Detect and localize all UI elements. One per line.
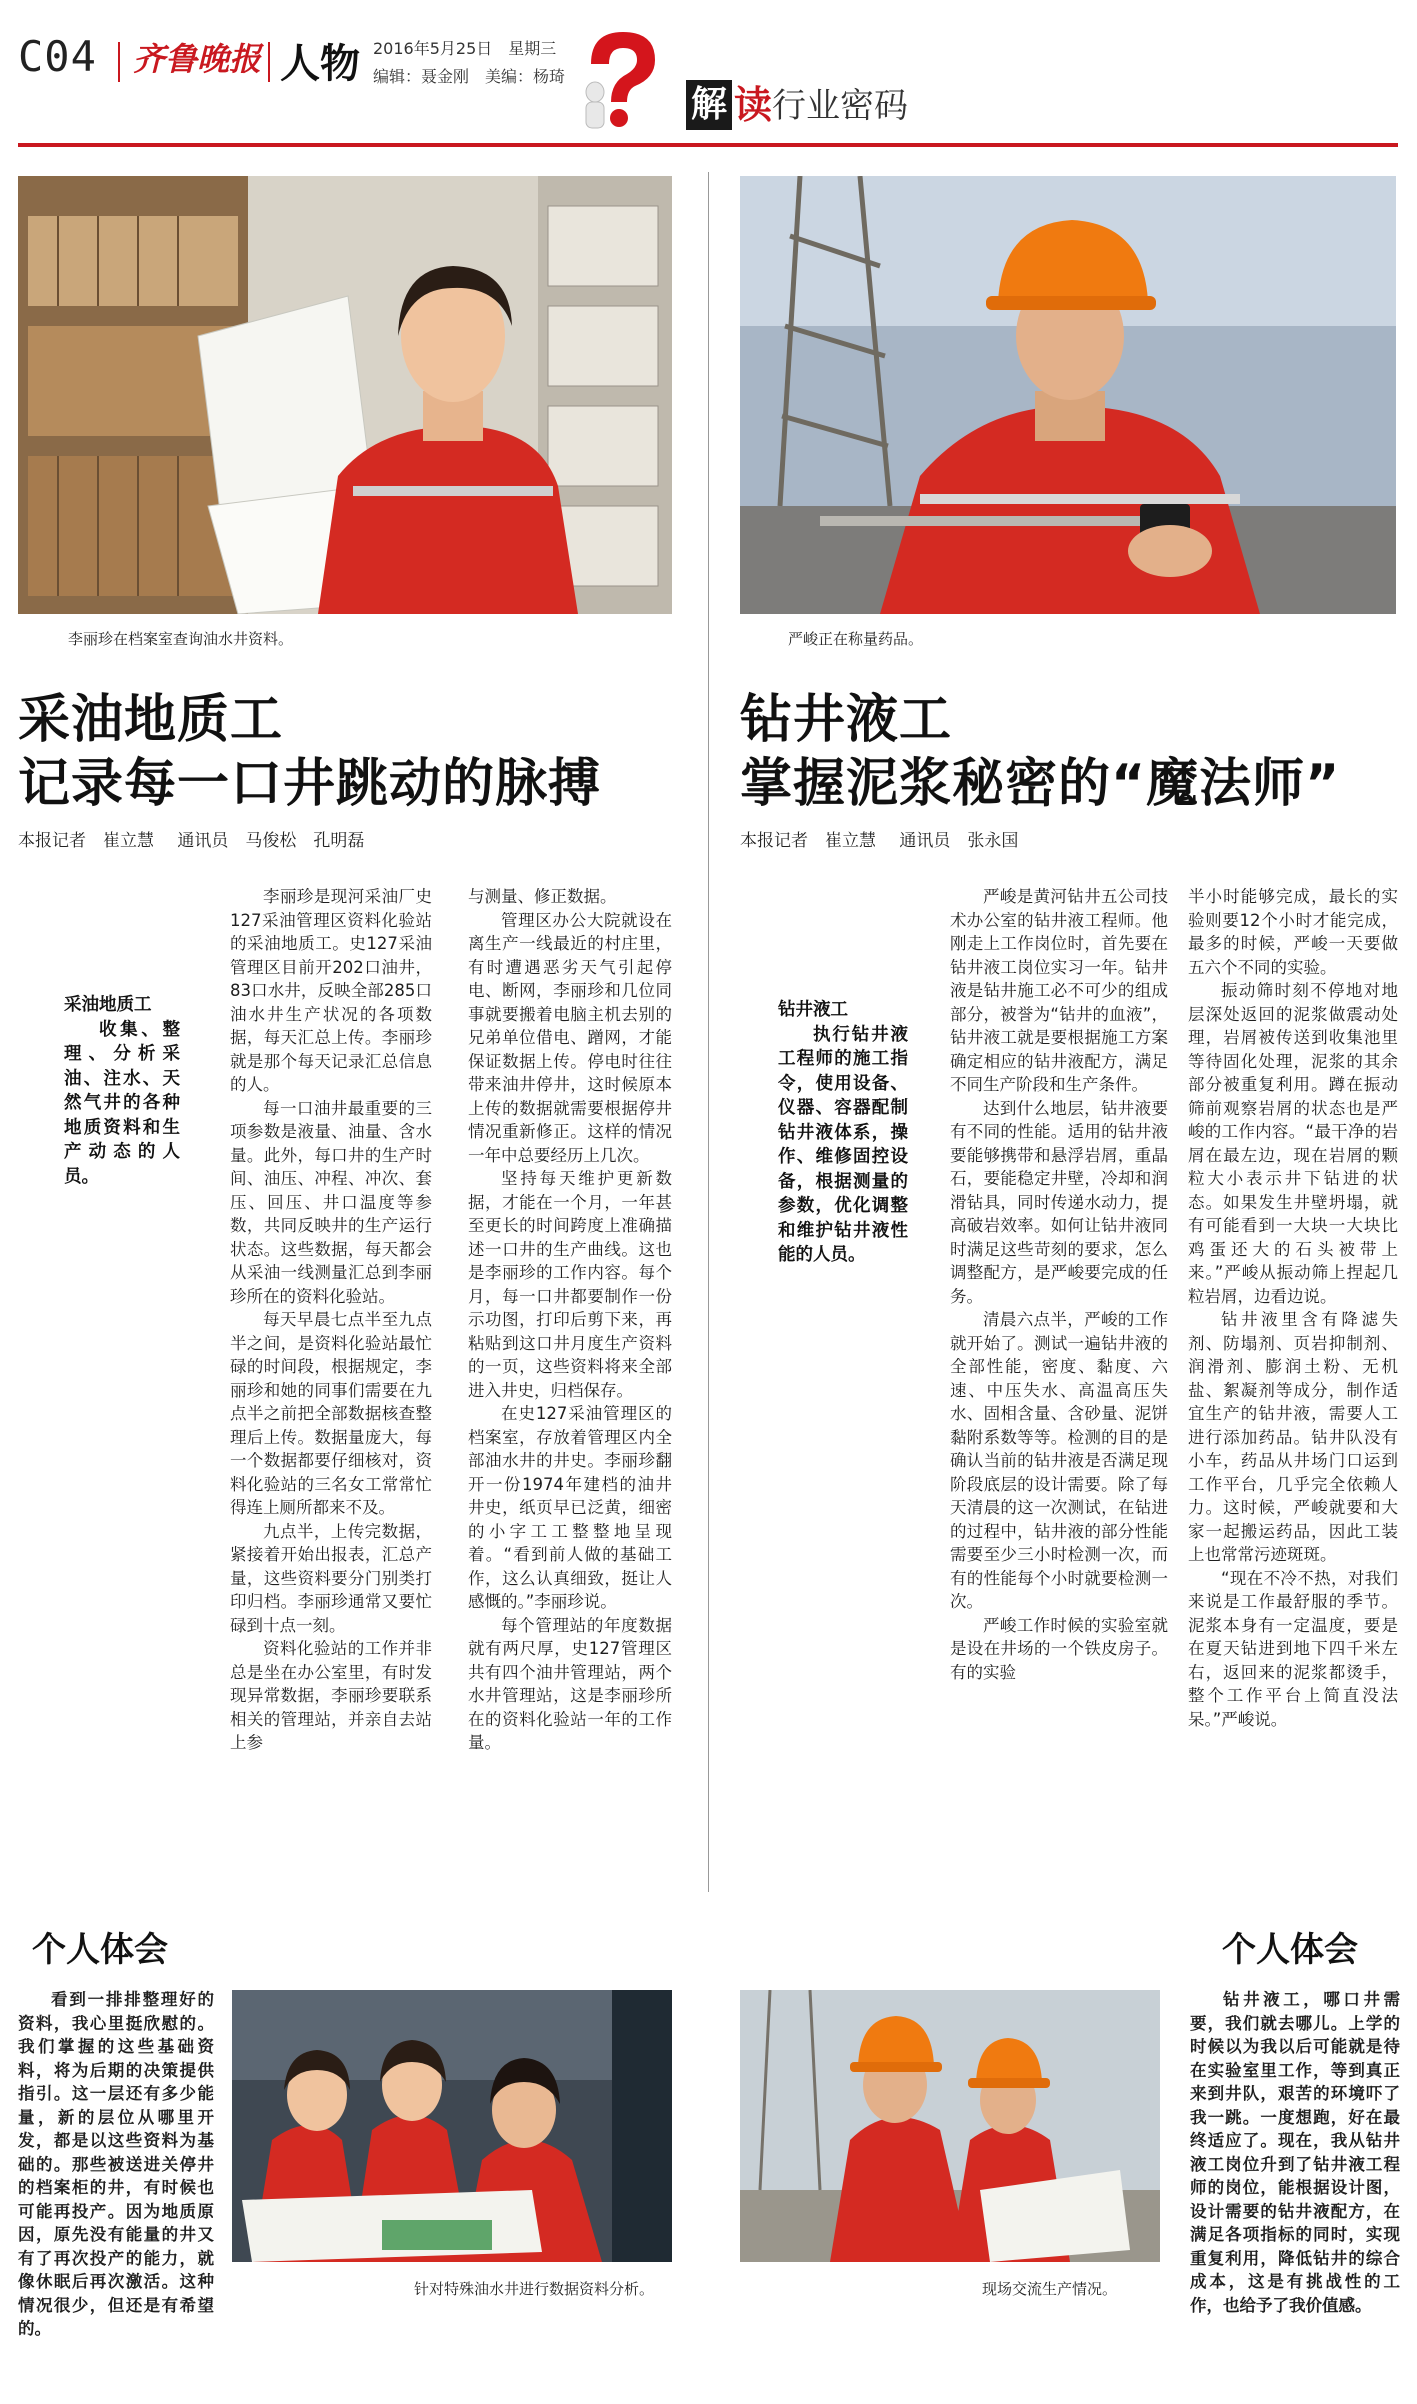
experience-text	[1190, 1988, 1400, 2317]
section-name: 人物	[280, 40, 360, 87]
sidebar-text: 收集、整理、分析采油、注水、天然气井的各种地质资料和生产动态的人员。	[64, 1019, 180, 1187]
headline-line: 钻井液工	[740, 690, 953, 750]
headline-line: 掌握泥浆秘密的“魔法师”	[740, 754, 1341, 814]
paragraph: 每天早晨七点半至九点半之间，是资料化验站最忙碌的时间段，根据规定，李丽珍和她的同事们需要在九点半之前把全部数据核查整理后上传。数据量庞大，每一个数据都要仔细核对，资料化验站的三名女工常常忙得连上厕所都来不及。	[230, 1310, 432, 1517]
masthead-divider	[268, 42, 270, 82]
paragraph: 钻井液工，哪口井需要，我们就去哪儿。上学的时候以为我以后可能就是待在实验室里工作，等到真正来到井队，艰苦的环境吓了我一跳。一度想跑，好在最终适应了。现在，我从钻井液工岗位升到了钻井液工程师的岗位，能根据设计图，设计需要的钻井液配方，在满足各项指标的同时，实现重复利用，降低钻井的综合成本，这是有挑战性的工作，也给予了我价值感。	[1190, 1990, 1400, 2315]
paragraph: 与测量、修正数据。	[468, 887, 617, 906]
headline-line: 采油地质工	[18, 690, 284, 750]
paragraph: 严峻工作时候的实验室就是设在井场的一个铁皮房子。有的实验	[950, 1615, 1168, 1682]
paragraph: 严峻是黄河钻井五公司技术办公室的钻井液工程师。他刚走上工作岗位时，首先要在钻井液工岗位实习一年。钻井液是钻井施工必不可少的组成部分，被誉为“钻井的血液”，钻井液工就是要根据施工方案确定相应的钻井液配方，满足不同生产阶段和生产条件。	[950, 887, 1168, 1094]
photo-caption: 现场交流生产情况。	[982, 2280, 1118, 2298]
masthead	[18, 20, 1398, 140]
editor-credits: 编辑：聂金刚 美编：杨琦	[373, 67, 566, 86]
byline-reporter: 本报记者 崔立慧	[740, 831, 876, 851]
issue-date: 2016年5月25日 星期三	[373, 39, 557, 58]
paragraph: “现在不冷不热，对我们来说是工作最舒服的季节。泥浆本身有一定温度，要是在夏天钻进到地下四千米左右，返回来的泥浆都烫手，整个工作平台上简直没法呆。”严峻说。	[1188, 1568, 1398, 1729]
paragraph: 达到什么地层，钻井液要有不同的性能。适用的钻井液要能够携带和悬浮岩屑，重晶石，要能稳定井壁，冷却和润滑钻具，同时传递水动力，提高破岩效率。如何让钻井液同时满足这些苛刻的要求，怎么调整配方，是严峻要完成的任务。	[950, 1098, 1168, 1306]
newspaper-name: 齐鲁晚报	[133, 40, 262, 78]
definition-sidebar	[64, 993, 180, 1189]
paragraph: 半小时能够完成，最长的实验则要12个小时才能完成，最多的时候，严峻一天要做五六个不同的实验。	[1188, 887, 1398, 977]
headline	[740, 688, 1340, 816]
article-column	[950, 885, 1168, 1684]
photo-caption: 针对特殊油水井进行数据资料分析。	[414, 2280, 655, 2298]
definition-sidebar	[778, 998, 908, 1268]
weighing-chemicals-photo	[740, 176, 1396, 614]
article-column	[468, 885, 672, 1755]
photo-caption: 李丽珍在档案室查询油水井资料。	[68, 630, 294, 648]
paragraph: 清晨六点半，严峻的工作就开始了。测试一遍钻井液的全部性能，密度、黏度、六速、中压失水、高温高压失水、固相含量、含砂量、泥饼黏附系数等等。检测的目的是确认当前的钻井液是否满足现阶段底层的设计需要。除了每天清晨的这一次测试，在钻进的过程中，钻井液的部分性能需要至少三小时检测一次，而有的性能每个小时就要检测一次。	[950, 1310, 1168, 1611]
paragraph: 每个管理站的年度数据就有两尺厚，史127管理区共有四个油井管理站，两个水井管理站，这是李丽珍所在的资料化验站一年的工作量。	[468, 1615, 672, 1752]
paragraph: 振动筛时刻不停地对地层深处返回的泥浆做震动处理，岩屑被传送到收集池里等待固化处理，泥浆的其余部分被重复利用。蹲在振动筛前观察岩屑的状态也是严峻的工作内容。“最干净的岩屑在最左边，现在岩屑的颗粒大小表示井下钻进的状态。如果发生井壁坍塌，就有可能看到一大块一大块比鸡蛋还大的石头被带上来。”严峻从振动筛上捏起几粒岩屑，边看边说。	[1188, 981, 1398, 1306]
page-number: C04	[18, 32, 97, 81]
column-title	[686, 80, 908, 132]
headline	[18, 688, 601, 816]
masthead-rule	[18, 143, 1398, 147]
site-discussion-photo	[740, 1990, 1160, 2262]
byline-correspondent: 通讯员 张永国	[899, 831, 1019, 851]
paragraph: 看到一排排整理好的资料，我心里挺欣慰的。我们掌握的这些基础资料，将为后期的决策提供指引。这一层还有多少能量，新的层位从哪里开发，都是以这些资料为基础的。那些被送进关停井的档案柜的井，有时候也可能再投产。因为地质原因，原先没有能量的井又有了再次投产的能力，就像休眠后再次激活。这种情况很少，但还是有希望的。	[18, 1990, 214, 2338]
question-mark-figure-icon	[573, 26, 663, 136]
paragraph: 坚持每天维护更新数据，才能在一个月，一年甚至更长的时间跨度上准确描述一口井的生产曲线。这也是李丽珍的工作内容。每个月，每一口井都要制作一份示功图，打印后剪下来，再粘贴到这口井月度生产资料的一页，这些资料将来全部进入井史，归档保存。	[468, 1169, 672, 1400]
byline-reporter: 本报记者 崔立慧	[18, 831, 154, 851]
experience-heading: 个人体会	[1222, 1930, 1358, 1970]
byline	[740, 826, 1036, 851]
column-mark-2: 读	[734, 83, 773, 127]
archive-room-photo	[18, 176, 672, 614]
paragraph: 李丽珍是现河采油厂史127采油管理区资料化验站的采油地质工。史127采油管理区目前开202口油井，83口水井，反映全部285口油水井生产状况的各项数据，每天汇总上传。李丽珍就是那个每天记录汇总信息的人。	[230, 887, 432, 1094]
byline-correspondent: 通讯员 马俊松 孔明磊	[177, 831, 365, 851]
column-mark: 解	[686, 80, 732, 130]
paragraph: 管理区办公大院就设在离生产一线最近的村庄里，有时遭遇恶劣天气引起停电、断网，李丽珍和几位同事就要搬着电脑主机去别的兄弟单位借电、蹭网，才能保证数据上传。停电时往往带来油井停井，这时候原本上传的数据就需要根据停井情况重新修正。这样的情况一年中总要经历上几次。	[468, 910, 672, 1165]
paragraph: 钻井液里含有降滤失剂、防塌剂、页岩抑制剂、润滑剂、膨润土粉、无机盐、絮凝剂等成分，制作适宜生产的钻井液，需要人工进行添加药品。钻井队没有小车，药品从井场门口运到工作平台，几乎完全依赖人力。这时候，严峻就要和大家一起搬运药品，因此工装上也常常污迹斑斑。	[1188, 1310, 1398, 1564]
experience-text	[18, 1988, 214, 2341]
headline-line: 记录每一口井跳动的脉搏	[18, 754, 602, 814]
sidebar-text: 执行钻井液工程师的施工指令，使用设备、仪器、容器配制钻井液体系，操作、维修固控设备，根据测量的参数，优化调整和维护钻井液性能的人员。	[778, 1024, 908, 1265]
article-column	[230, 885, 432, 1755]
byline	[18, 826, 382, 851]
experience-heading: 个人体会	[32, 1930, 168, 1970]
paragraph: 九点半，上传完数据，紧接着开始出报表，汇总产量，这些资料要分门别类打印归档。李丽珍通常又要忙碌到十点一刻。	[230, 1521, 432, 1635]
data-analysis-photo	[232, 1990, 672, 2262]
paragraph: 在史127采油管理区的档案室，存放着管理区内全部油水井的井史。李丽珍翻开一份1974年建档的油井井史，纸页早已泛黄，细密的小字工工整整地呈现着。“看到前人做的基础工作，这么认真细致，挺让人感慨的。”李丽珍说。	[468, 1404, 672, 1611]
paragraph: 资料化验站的工作并非总是坐在办公室里，有时发现异常数据，李丽珍要联系相关的管理站，并亲自去站上参	[230, 1639, 432, 1752]
column-divider	[708, 172, 709, 1892]
photo-caption: 严峻正在称量药品。	[788, 630, 924, 648]
column-title-rest: 行业密码	[772, 86, 909, 126]
paragraph: 每一口油井最重要的三项参数是液量、油量、含水量。此外，每口井的生产时间、油压、冲程、冲次、套压、回压、井口温度等参数，共同反映井的生产运行状态。这些数据，每天都会从采油一线测量汇总到李丽珍所在的资料化验站。	[230, 1098, 432, 1306]
sidebar-title: 钻井液工	[778, 1000, 848, 1020]
article-column	[1188, 885, 1398, 1731]
sidebar-title: 采油地质工	[64, 995, 152, 1015]
masthead-divider	[118, 42, 120, 82]
